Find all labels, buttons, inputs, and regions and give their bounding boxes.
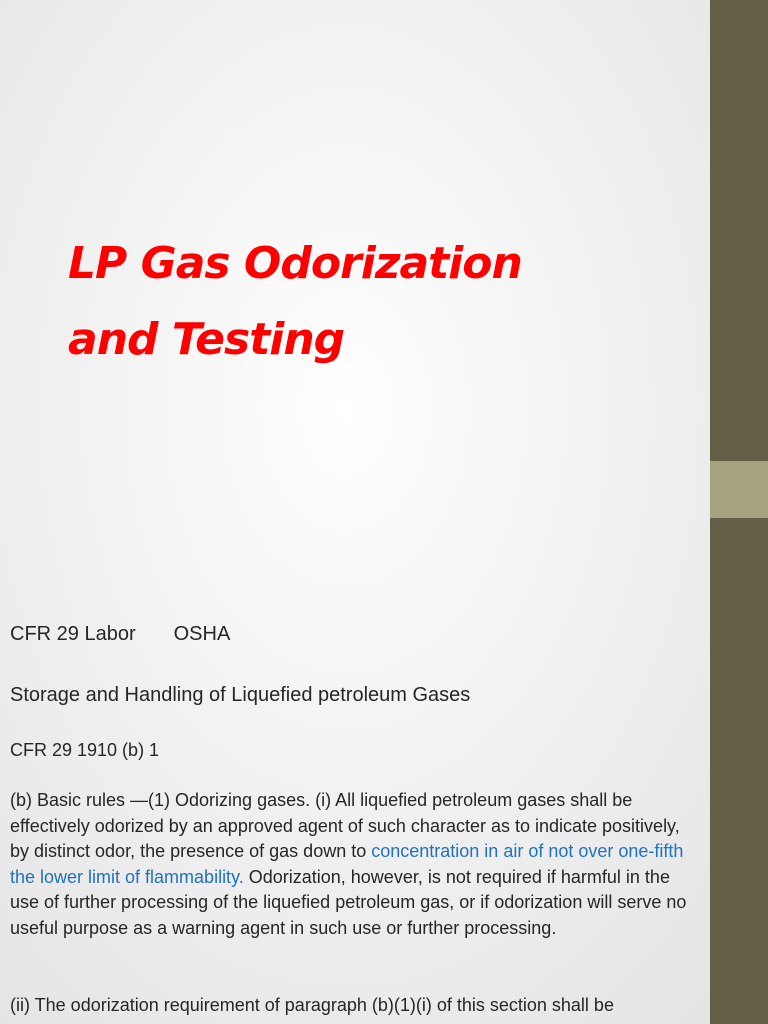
sidebar-accent-block xyxy=(710,461,768,518)
paragraph-odorization-requirement: (ii) The odorization requirement of paragraph (b)(1)(i) of this section shall be xyxy=(10,995,614,1015)
highlighted-text: concentration in air of not over one-fifth the lower limit of flammability. xyxy=(10,841,684,887)
agency-label: OSHA xyxy=(173,623,231,645)
regulation-source-label: CFR 29 Labor xyxy=(10,623,136,645)
regulation-source-line xyxy=(10,621,702,647)
regulation-reference: CFR 29 1910 (b) 1 xyxy=(10,740,160,760)
slide-title-line2: and Testing xyxy=(68,314,345,365)
paragraph-text-end: Odorization, however, is not required if harmful in the use of further processing of the liquefied petroleum gas, or if odorization will serve no useful purpose as a warning agent in such use or further processing. xyxy=(10,866,687,938)
paragraph-text-start: (b) Basic rules —(1) Odorizing gases. (i) All liquefied petroleum gases shall be effectively odorized by an approved agent of such character as to indicate positively, by distinct odor, the presence of gas down to xyxy=(10,790,680,861)
paragraph-basic-rules xyxy=(10,788,702,941)
section-heading: Storage and Handling of Liquefied petroleum Gases xyxy=(10,684,471,706)
slide-title-line1: LP Gas Odorization xyxy=(68,238,522,289)
slide-title xyxy=(68,226,688,378)
